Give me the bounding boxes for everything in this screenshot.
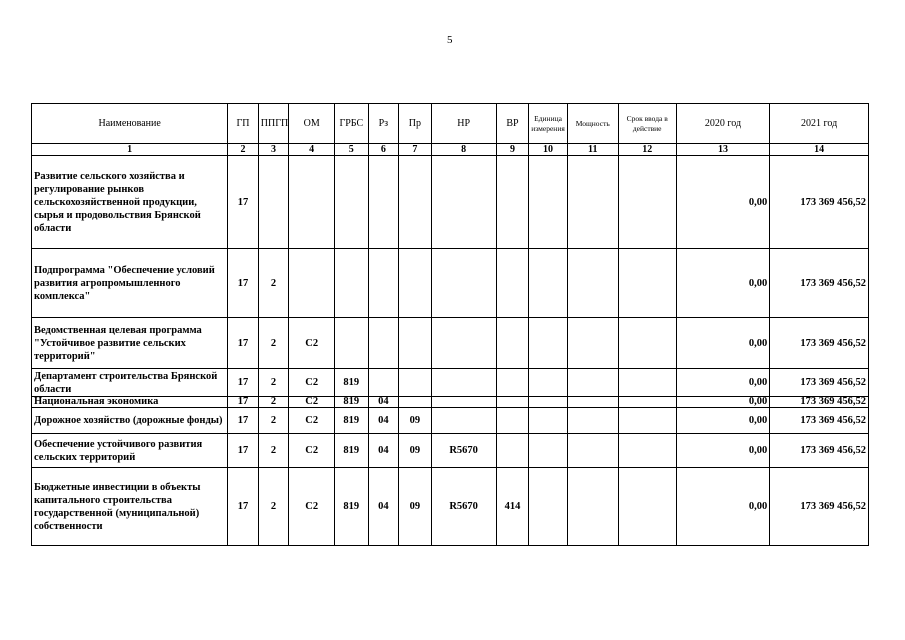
table-cell: 819 [335, 369, 369, 397]
table-cell [289, 249, 335, 318]
header-cell-year-2020: 2020 год [676, 104, 770, 144]
table-cell: 17 [228, 369, 259, 397]
amount-2020-cell: 0,00 [676, 468, 770, 546]
table-cell [618, 318, 676, 369]
row-name-cell: Подпрограмма "Обеспечение условий развития агропромышленного комплекса" [32, 249, 228, 318]
header-cell-gp: ГП [228, 104, 259, 144]
table-cell [618, 408, 676, 434]
row-target-program-rural [32, 318, 869, 369]
amount-2021-cell: 173 369 456,52 [770, 318, 869, 369]
table-cell [567, 369, 618, 397]
table-cell: 09 [399, 434, 432, 468]
header-cell-grbs: ГРБС [335, 104, 369, 144]
table-cell: 819 [335, 468, 369, 546]
table-cell [567, 434, 618, 468]
table-cell [399, 397, 432, 408]
table-cell: 414 [496, 468, 529, 546]
amount-2021-cell: 173 369 456,52 [770, 249, 869, 318]
row-rural-sustainability [32, 434, 869, 468]
table-cell [529, 434, 568, 468]
table-cell [496, 249, 529, 318]
table-cell: 2 [258, 468, 289, 546]
header-cell-rz: Рз [368, 104, 399, 144]
table-cell: 819 [335, 434, 369, 468]
amount-2021-cell: 173 369 456,52 [770, 468, 869, 546]
table-cell: С2 [289, 434, 335, 468]
table-cell: 2 [258, 397, 289, 408]
column-number: 14 [770, 144, 869, 156]
row-subprogram-agro-complex [32, 249, 869, 318]
table-cell [335, 318, 369, 369]
row-dept-construction [32, 369, 869, 397]
table-cell [258, 156, 289, 249]
table-cell [529, 156, 568, 249]
table-cell: С2 [289, 408, 335, 434]
table-cell: 17 [228, 397, 259, 408]
table-cell: 04 [368, 434, 399, 468]
header-cell-unit: Единица измерения [529, 104, 568, 144]
table-cell [529, 369, 568, 397]
table-cell [496, 408, 529, 434]
table-cell [496, 434, 529, 468]
table-cell [567, 318, 618, 369]
table-cell: С2 [289, 369, 335, 397]
column-number: 3 [258, 144, 289, 156]
amount-2020-cell: 0,00 [676, 249, 770, 318]
table-cell: 2 [258, 369, 289, 397]
table-cell: 2 [258, 318, 289, 369]
table-cell: 2 [258, 408, 289, 434]
row-capital-investment [32, 468, 869, 546]
table-cell [399, 249, 432, 318]
header-cell-pr: Пр [399, 104, 432, 144]
column-number: 13 [676, 144, 770, 156]
row-name-cell: Ведомственная целевая программа "Устойчивое развитие сельских территорий" [32, 318, 228, 369]
amount-2021-cell: 173 369 456,52 [770, 397, 869, 408]
header-cell-commission-date: Срок ввода в действие [618, 104, 676, 144]
column-number: 5 [335, 144, 369, 156]
column-number-row [32, 144, 869, 156]
table-cell: 17 [228, 408, 259, 434]
header-cell-ppgp: ППГП [258, 104, 289, 144]
amount-2020-cell: 0,00 [676, 156, 770, 249]
column-number: 10 [529, 144, 568, 156]
table-cell: 09 [399, 408, 432, 434]
table-body [32, 156, 869, 546]
table-cell [431, 397, 496, 408]
amount-2020-cell: 0,00 [676, 397, 770, 408]
table-cell [496, 397, 529, 408]
table-cell: С2 [289, 468, 335, 546]
table-cell [529, 397, 568, 408]
table-cell [567, 249, 618, 318]
table-cell [618, 468, 676, 546]
table-cell [399, 156, 432, 249]
table-cell [567, 156, 618, 249]
table-cell: 17 [228, 318, 259, 369]
table-header-row [32, 104, 869, 144]
table-cell [496, 369, 529, 397]
amount-2020-cell: 0,00 [676, 318, 770, 369]
amount-2020-cell: 0,00 [676, 369, 770, 397]
row-agriculture-development [32, 156, 869, 249]
header-cell-capacity: Мощность [567, 104, 618, 144]
table-cell [496, 156, 529, 249]
table-cell [335, 156, 369, 249]
table-cell [618, 434, 676, 468]
table-cell [399, 369, 432, 397]
table-cell: 17 [228, 434, 259, 468]
table-cell [431, 156, 496, 249]
amount-2021-cell: 173 369 456,52 [770, 369, 869, 397]
column-number: 7 [399, 144, 432, 156]
table-cell [618, 249, 676, 318]
column-number: 9 [496, 144, 529, 156]
table-cell: 819 [335, 408, 369, 434]
header-cell-nr: НР [431, 104, 496, 144]
row-road-funds [32, 408, 869, 434]
column-number: 1 [32, 144, 228, 156]
row-name-cell: Бюджетные инвестиции в объекты капитального строительства государственной (муниципальной) собственности [32, 468, 228, 546]
table-cell [289, 156, 335, 249]
table-cell [399, 318, 432, 369]
header-cell-year-2021: 2021 год [770, 104, 869, 144]
table-cell [431, 369, 496, 397]
table-cell: 17 [228, 249, 259, 318]
header-cell-vr: ВР [496, 104, 529, 144]
amount-2021-cell: 173 369 456,52 [770, 408, 869, 434]
table-cell [567, 397, 618, 408]
row-name-cell: Национальная экономика [32, 397, 228, 408]
column-number: 8 [431, 144, 496, 156]
table-cell: С2 [289, 397, 335, 408]
table-cell [618, 156, 676, 249]
page-number: 5 [447, 34, 453, 46]
table-cell: 17 [228, 468, 259, 546]
amount-2020-cell: 0,00 [676, 434, 770, 468]
table-cell: 819 [335, 397, 369, 408]
table-cell [368, 318, 399, 369]
table-cell [368, 156, 399, 249]
column-number: 6 [368, 144, 399, 156]
table-cell [529, 318, 568, 369]
table-cell [618, 369, 676, 397]
table-cell [431, 249, 496, 318]
header-cell-om: ОМ [289, 104, 335, 144]
table-cell: 04 [368, 397, 399, 408]
table-cell [529, 408, 568, 434]
table-cell: 2 [258, 434, 289, 468]
row-name-cell: Развитие сельского хозяйства и регулирование рынков сельскохозяйственной продукции, сырья и продовольствия Брянской области [32, 156, 228, 249]
row-name-cell: Департамент строительства Брянской области [32, 369, 228, 397]
table-cell [431, 318, 496, 369]
amount-2020-cell: 0,00 [676, 408, 770, 434]
budget-table [31, 103, 869, 546]
column-number: 11 [567, 144, 618, 156]
header-cell-name: Наименование [32, 104, 228, 144]
table-cell: R5670 [431, 468, 496, 546]
table-cell: 09 [399, 468, 432, 546]
table-cell [567, 408, 618, 434]
table-cell: С2 [289, 318, 335, 369]
table-cell [431, 408, 496, 434]
table-cell [368, 369, 399, 397]
amount-2021-cell: 173 369 456,52 [770, 434, 869, 468]
column-number: 4 [289, 144, 335, 156]
row-name-cell: Обеспечение устойчивого развития сельских территорий [32, 434, 228, 468]
table-cell: 2 [258, 249, 289, 318]
column-number: 2 [228, 144, 259, 156]
table-cell: 04 [368, 408, 399, 434]
column-number: 12 [618, 144, 676, 156]
table-cell [368, 249, 399, 318]
table-cell [529, 468, 568, 546]
row-name-cell: Дорожное хозяйство (дорожные фонды) [32, 408, 228, 434]
row-national-economy [32, 397, 869, 408]
table-cell [496, 318, 529, 369]
table-cell: R5670 [431, 434, 496, 468]
table-cell: 17 [228, 156, 259, 249]
table-cell [335, 249, 369, 318]
amount-2021-cell: 173 369 456,52 [770, 156, 869, 249]
table-cell [567, 468, 618, 546]
table-cell [529, 249, 568, 318]
table-cell [618, 397, 676, 408]
table-cell: 04 [368, 468, 399, 546]
